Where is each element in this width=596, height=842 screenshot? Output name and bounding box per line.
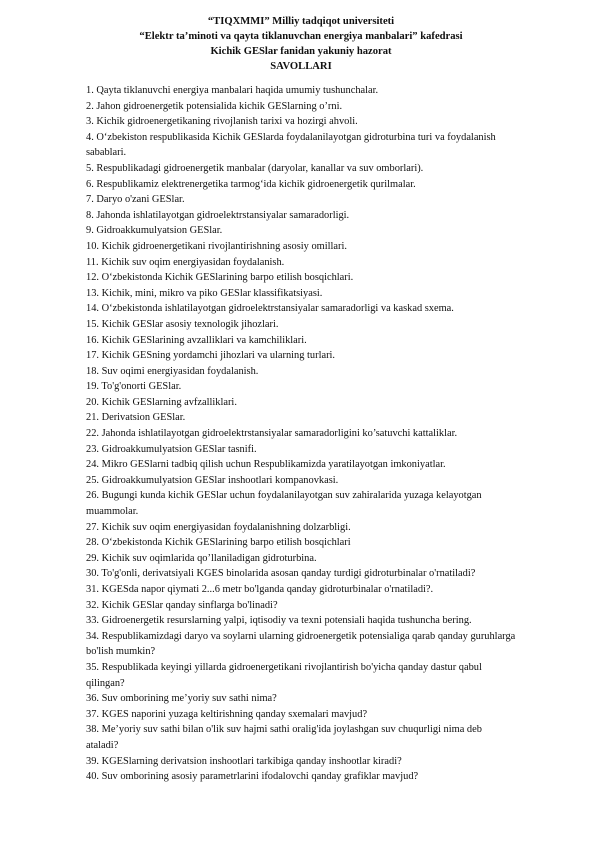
question-item: 31. KGESda napor qiymati 2...6 metr bo'lganda qanday gidroturbinalar o'rnatiladi?. xyxy=(86,584,434,595)
subject-title: Kichik GESlar fanidan yakuniy hazorat xyxy=(210,46,392,57)
question-list xyxy=(86,83,516,785)
question-item: 3. Kichik gidroenergetikaning rivojlanish tarixi va hozirgi ahvoli. xyxy=(86,116,358,128)
question-item: 5. Respublikadagi gidroenergetik manbalar (daryolar, kanallar va suv omborlari). xyxy=(86,162,424,174)
question-item: 40. Suv omborining asosiy parametrlarini ifodalovchi qanday grafiklar mavjud? xyxy=(86,771,419,783)
question-item: 18. Suv oqimi energiyasidan foydalanish. xyxy=(86,365,259,377)
question-item: 28. O‘zbekistonda Kichik GESlarining barpo etilish bosqichlari xyxy=(86,537,351,549)
question-item: 20. Kichik GESlarning avfzalliklari. xyxy=(86,396,237,408)
question-item: 34. Respublikamizdagi daryo va soylarni ularning gidroenergetik potensialiga qarab qanday guruhlarga bo'lish mumkin? xyxy=(86,630,516,658)
question-item: 29. Kichik suv oqimlarida qo’llaniladigan gidroturbina. xyxy=(86,552,317,564)
question-item: 8. Jahonda ishlatilayotgan gidroelektrstansiyalar samaradorligi. xyxy=(86,209,350,221)
question-item: 38. Me’yoriy suv sathi bilan o'lik suv hajmi sathi oralig'ida joylashgan suv chuqurligi nima deb ataladi? xyxy=(86,724,482,751)
question-item: 32. Kichik GESlar qanday sinflarga bo'linadi? xyxy=(86,599,278,611)
question-item: 12. O‘zbekistonda Kichik GESlarining barpo etilish bosqichlari. xyxy=(86,272,354,284)
question-item: 30. To'g'onli, derivatsiyali KGES binolarida asosan qanday turdigi gidroturbinalar o'rnatiladi? xyxy=(86,568,476,580)
question-item: 22. Jahonda ishlatilayotgan gidroelektrstansiyalar samaradorligini ko’satuvchi kattaliklar. xyxy=(86,428,458,440)
question-item: 21. Derivatsion GESlar. xyxy=(86,412,186,424)
question-item: 27. Kichik suv oqim energiyasidan foydalanishning dolzarbligi. xyxy=(86,521,351,533)
question-item: 7. Daryo o'zani GESlar. xyxy=(86,194,185,206)
question-item: 9. Gidroakkumulyatsion GESlar. xyxy=(86,225,223,237)
question-item: 36. Suv omborining me’yoriy suv sathi nima? xyxy=(86,693,277,705)
question-item: 26. Bugungi kunda kichik GESlar uchun foydalanilayotgan suv zahiralarida yuzaga kelayotgan muammolar. xyxy=(86,490,482,518)
question-item: 23. Gidroakkumulyatsion GESlar tasnifi. xyxy=(86,443,257,455)
question-item: 24. Mikro GESlarni tadbiq qilish uchun Respublikamizda yaratilayotgan imkoniyatlar. xyxy=(86,459,446,471)
question-item: 14. O‘zbekistonda ishlatilayotgan gidroelektrstansiyalar samaradorligi va kaskad sxema. xyxy=(86,303,454,315)
document-header xyxy=(86,14,516,74)
question-item: 10. Kichik gidroenergetikani rivojlantirishning asosiy omillari. xyxy=(86,240,347,252)
question-item: 4. O‘zbekiston respublikasida Kichik GESlarda foydalanilayotgan gidroturbina turi va foydalanish sabablari. xyxy=(86,131,496,159)
question-item: 2. Jahon gidroenergetik potensialida kichik GESlarning o’rni. xyxy=(86,100,343,112)
question-item: 39. KGESlarning derivatsion inshootlari tarkibiga qanday inshootlar kiradi? xyxy=(86,755,402,767)
question-item: 15. Kichik GESlar asosiy texnologik jihozlari. xyxy=(86,318,279,330)
question-item: 1. Qayta tiklanuvchi energiya manbalari haqida umumiy tushunchalar. xyxy=(86,85,379,96)
question-item: 37. KGES naporini yuzaga keltirishning qanday sxemalari mavjud? xyxy=(86,708,368,720)
question-item: 25. Gidroakkumulyatsion GESlar inshootlari kompanovkasi. xyxy=(86,474,339,486)
question-item: 19. To'g'onorti GESlar. xyxy=(86,381,182,393)
department-name: “Elektr ta’minoti va qayta tiklanuvchan energiya manbalari” kafedrasi xyxy=(139,31,463,42)
section-title: SAVOLLARI xyxy=(270,61,332,72)
question-item: 13. Kichik, mini, mikro va piko GESlar klassifikatsiyasi. xyxy=(86,287,323,299)
question-item: 6. Respublikamiz elektrenergetika tarmog‘ida kichik gidroenergetik qurilmalar. xyxy=(86,178,416,190)
question-item: 11. Kichik suv oqim energiyasidan foydalanish. xyxy=(86,256,285,268)
question-item: 16. Kichik GESlarining avzalliklari va kamchiliklari. xyxy=(86,334,307,346)
question-item: 17. Kichik GESning yordamchi jihozlari va ularning turlari. xyxy=(86,350,336,362)
question-item: 35. Respublikada keyingi yillarda gidroenergetikani rivojlantirish bo'yicha qanday dastur qabul qilingan? xyxy=(86,661,482,689)
university-name: “TIQXMMI” Milliy tadqiqot universiteti xyxy=(207,16,395,27)
question-item: 33. Gidroenergetik resurslarning yalpi, iqtisodiy va texni potensiali haqida tushuncha bering. xyxy=(86,615,472,627)
